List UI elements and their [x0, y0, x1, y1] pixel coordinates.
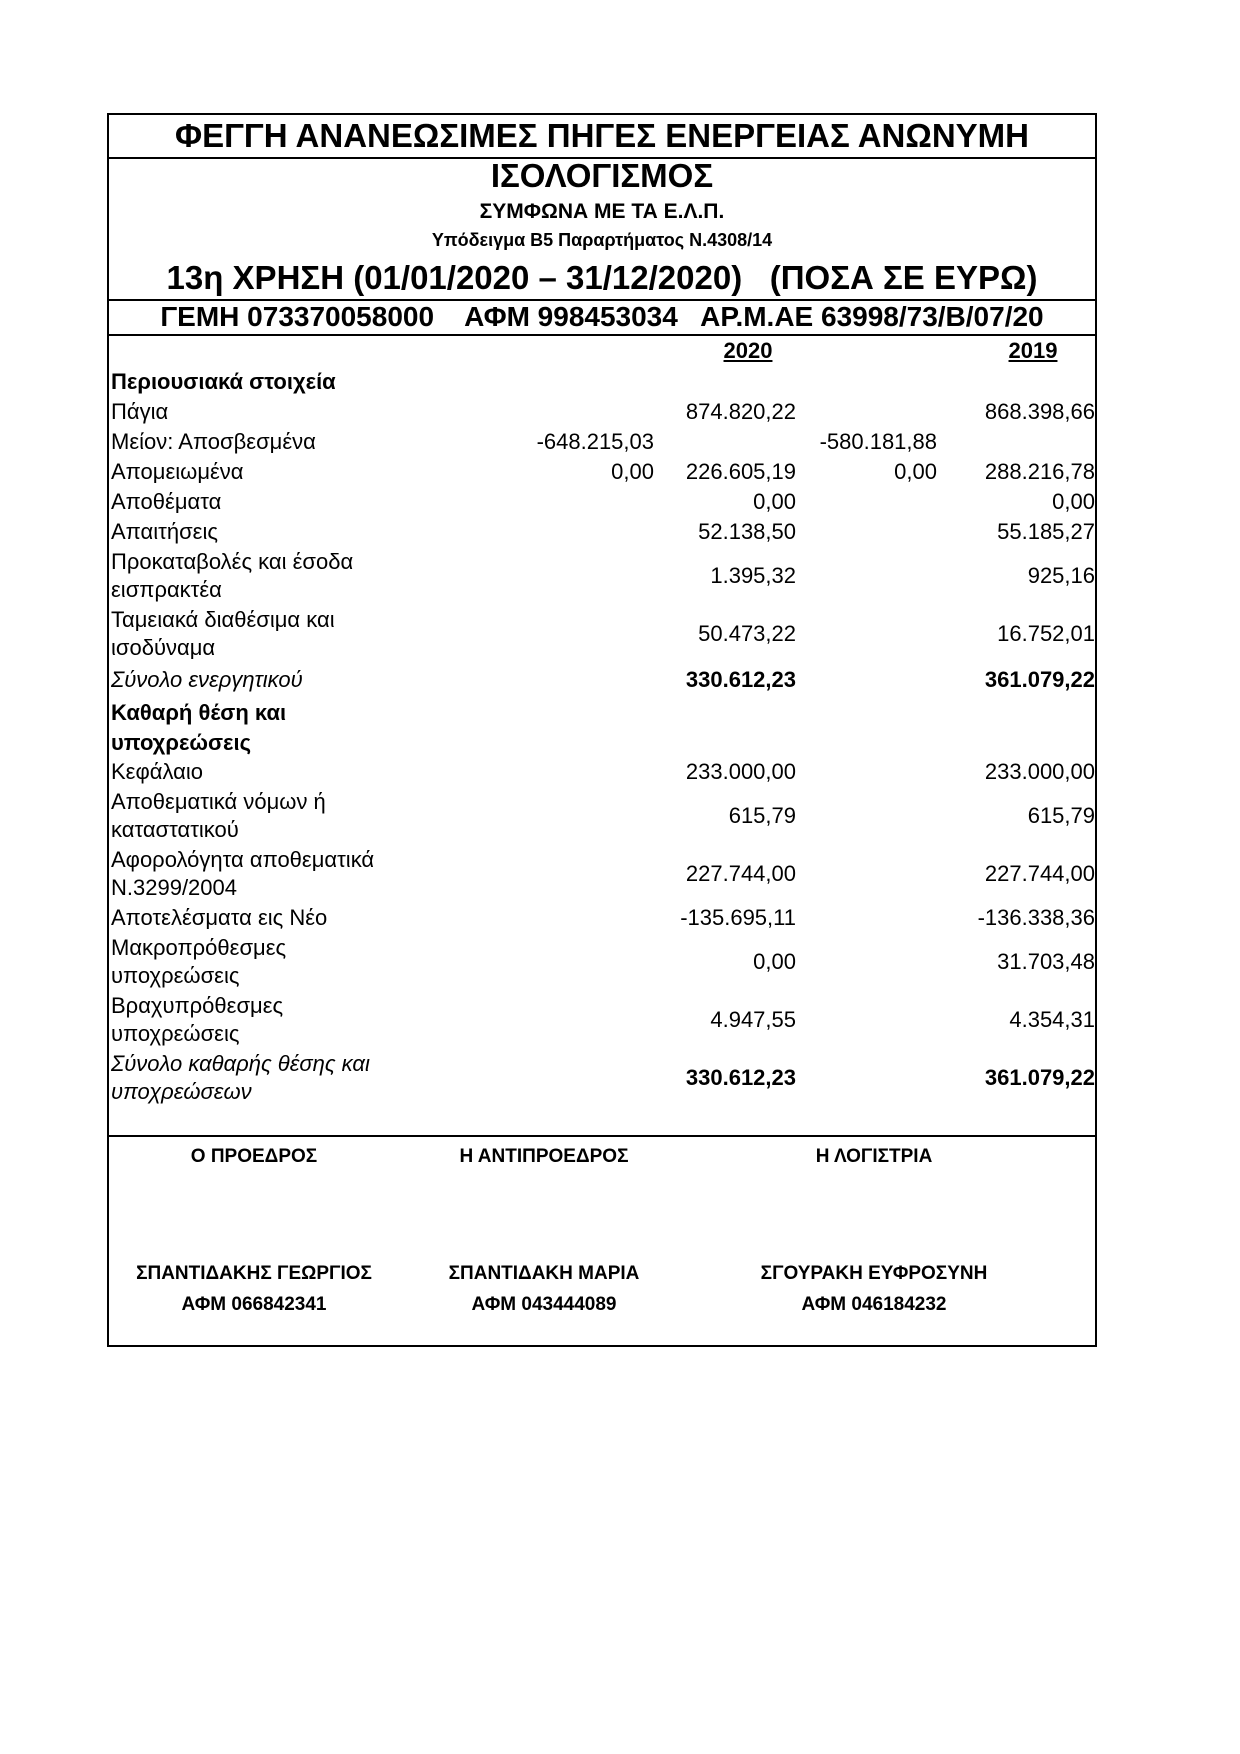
total-row-equity-liabilities — [109, 1050, 1095, 1106]
table-row — [109, 934, 1095, 990]
row-label: Ταμειακά διαθέσιμα και ισοδύναμα — [111, 607, 335, 660]
signature-name-accountant: ΣΓΟΥΡΑΚΗ ΕΥΦΡΟΣΥΝΗ — [760, 1263, 988, 1284]
table-row — [109, 992, 1095, 1048]
section-heading-assets — [109, 368, 1095, 396]
accounting-basis: ΣΥΜΦΩΝΑ ΜΕ ΤΑ Ε.Λ.Π. — [479, 200, 725, 223]
signature-role-accountant: Η ΛΟΓΙΣΤΡΙΑ — [815, 1146, 933, 1167]
total-2020: 330.612,23 — [685, 1065, 796, 1090]
company-name: ΦΕΓΓΗ ΑΝΑΝΕΩΣΙΜΕΣ ΠΗΓΕΣ ΕΝΕΡΓΕΙΑΣ ΑΝΩΝΥΜΗ — [174, 117, 1029, 154]
amount-2019: 233.000,00 — [984, 759, 1095, 784]
row-label: Σύνολο καθαρής θέσης και υποχρεώσεων — [111, 1051, 370, 1104]
row-label: Απομειωμένα — [111, 459, 244, 484]
amount-2019: 868.398,66 — [984, 399, 1095, 424]
amount-2020: 1.395,32 — [710, 563, 796, 588]
amount-2019: 0,00 — [1052, 489, 1095, 514]
amount-2020: 233.000,00 — [685, 759, 796, 784]
amount-2019: -136.338,36 — [977, 905, 1095, 930]
signature-role-vice-president: Η ΑΝΤΙΠΡΟΕΔΡΟΣ — [459, 1146, 629, 1167]
table-row — [109, 788, 1095, 844]
signature-name-president: ΣΠΑΝΤΙΔΑΚΗΣ ΓΕΩΡΓΙΟΣ — [136, 1263, 372, 1284]
table-row — [109, 904, 1095, 932]
amount-2019: 31.703,48 — [997, 949, 1095, 974]
registry-numbers: ΓΕΜΗ 073370058000 ΑΦΜ 998453034 ΑΡ.Μ.ΑΕ 63998/73/Β/07/20 — [160, 301, 1044, 332]
balance-sheet-frame — [107, 113, 1097, 1347]
year-current-header: 2020 — [723, 338, 773, 363]
amount-2019: 4.354,31 — [1009, 1007, 1095, 1032]
amount-2020: 615,79 — [728, 803, 796, 828]
row-label: Απαιτήσεις — [111, 519, 218, 544]
table-row — [109, 518, 1095, 546]
row-label: Αποθέματα — [111, 489, 222, 514]
amount-2019: 16.752,01 — [997, 621, 1095, 646]
signature-role-president: Ο ΠΡΟΕΔΡΟΣ — [190, 1146, 318, 1167]
amount-2020: 50.473,22 — [698, 621, 796, 646]
fiscal-period: 13η ΧΡΗΣΗ (01/01/2020 – 31/12/2020) (ΠΟΣΑ ΣΕ ΕΥΡΩ) — [166, 259, 1038, 296]
row-label: Αφορολόγητα αποθεματικά Ν.3299/2004 — [111, 847, 375, 900]
template-reference: Υπόδειγμα Β5 Παραρτήματος Ν.4308/14 — [431, 230, 773, 250]
signature-name-vice-president: ΣΠΑΝΤΙΔΑΚΗ ΜΑΡΙΑ — [448, 1263, 640, 1284]
row-label: Βραχυπρόθεσμες υποχρεώσεις — [111, 993, 284, 1046]
amount-2020: 874.820,22 — [685, 399, 796, 424]
amount-2020: 227.744,00 — [685, 861, 796, 886]
amount-2020: 0,00 — [753, 489, 796, 514]
amount-2020: 52.138,50 — [698, 519, 796, 544]
section-heading-equity-liabilities — [109, 698, 1095, 756]
row-label: Πάγια — [111, 399, 169, 424]
row-label: Σύνολο ενεργητικού — [111, 667, 303, 692]
table-row — [109, 428, 1095, 456]
amount-2020: 226.605,19 — [685, 459, 796, 484]
table-row — [109, 846, 1095, 902]
row-label: Μείον: Αποσβεσμένα — [111, 429, 316, 454]
amount-2019: 227.744,00 — [984, 861, 1095, 886]
table-row — [109, 458, 1095, 486]
row-label: Μακροπρόθεσμες υποχρεώσεις — [111, 935, 287, 988]
signature-taxid-president: ΑΦΜ 066842341 — [181, 1294, 327, 1315]
amount-2020-sub: 0,00 — [611, 459, 654, 484]
row-label: Αποθεματικά νόμων ή καταστατικού — [111, 789, 326, 842]
signature-taxid-vice-president: ΑΦΜ 043444089 — [471, 1294, 617, 1315]
table-row — [109, 758, 1095, 786]
total-2019: 361.079,22 — [984, 1065, 1095, 1090]
row-label: Προκαταβολές και έσοδα εισπρακτέα — [111, 549, 354, 602]
year-previous-header: 2019 — [1008, 338, 1058, 363]
amount-2019: 288.216,78 — [984, 459, 1095, 484]
amount-2019-sub: 0,00 — [894, 459, 937, 484]
table-row — [109, 488, 1095, 516]
amount-2019: 615,79 — [1027, 803, 1095, 828]
amount-2020: 4.947,55 — [710, 1007, 796, 1032]
amount-2020: 0,00 — [753, 949, 796, 974]
row-label: Κεφάλαιο — [111, 759, 203, 784]
amount-2019: 55.185,27 — [997, 519, 1095, 544]
signature-taxid-accountant: ΑΦΜ 046184232 — [801, 1294, 947, 1315]
row-label: Καθαρή θέση και υποχρεώσεις — [111, 700, 287, 755]
divider — [109, 1135, 1095, 1137]
document-title: ΙΣΟΛΟΓΙΣΜΟΣ — [490, 157, 714, 194]
amount-2019: 925,16 — [1027, 563, 1095, 588]
total-2019: 361.079,22 — [984, 667, 1095, 692]
total-row-assets — [109, 666, 1095, 694]
divider — [109, 334, 1095, 336]
row-label: Περιουσιακά στοιχεία — [111, 369, 336, 394]
row-label: Αποτελέσματα εις Νέο — [111, 905, 328, 930]
amount-2019-sub: -580.181,88 — [819, 429, 937, 454]
table-row — [109, 548, 1095, 604]
amount-2020-sub: -648.215,03 — [536, 429, 654, 454]
table-row — [109, 398, 1095, 426]
total-2020: 330.612,23 — [685, 667, 796, 692]
amount-2020: -135.695,11 — [680, 905, 796, 930]
table-row — [109, 606, 1095, 662]
